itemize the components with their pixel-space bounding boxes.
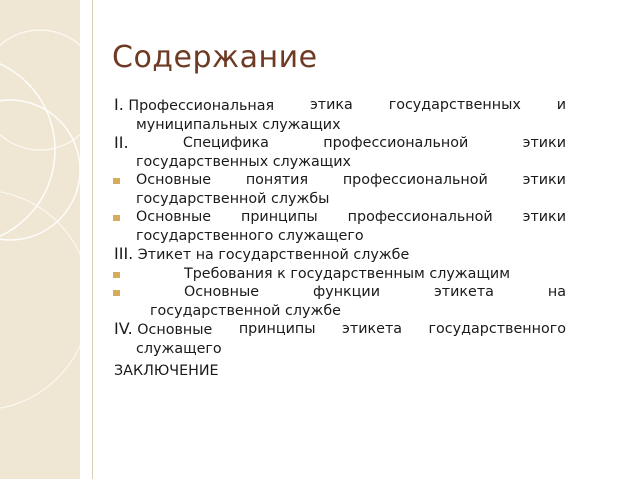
- list-item-continuation: муниципальных служащих: [136, 116, 341, 133]
- list-item: Основные понятия профессиональной этики государственной службы: [114, 171, 566, 208]
- list-item: IV. Основные принципы этикета государственного служащего: [114, 319, 566, 357]
- list-item-continuation: государственной службе: [150, 302, 341, 319]
- list-item-continuation: государственного служащего: [136, 227, 364, 244]
- decorative-band: [0, 0, 80, 479]
- list-item: Основные принципы профессиональной этики государственного служащего: [114, 208, 566, 245]
- list-item-continuation: государственной службы: [136, 190, 330, 207]
- list-item: Основные функции этикета на государственной службе: [114, 283, 566, 320]
- bullet-icon: [113, 272, 120, 278]
- list-item-continuation: государственных служащих: [136, 153, 352, 170]
- list-item: ЗАКЛЮЧЕНИЕ: [114, 363, 219, 379]
- list-item: I. Профессиональная этика государственных и муниципальных служащих: [114, 95, 566, 133]
- vertical-divider: [92, 0, 93, 479]
- bullet-icon: [113, 215, 120, 221]
- slide-title: Содержание: [112, 40, 318, 75]
- list-item: II. Специфика профессиональной этики государственных служащих: [114, 133, 566, 170]
- slide-content: [114, 96, 566, 381]
- bullet-icon: [113, 178, 120, 184]
- bullet-icon: [113, 290, 120, 296]
- list-item: Требования к государственным служащим: [114, 265, 566, 284]
- list-item: III. Этикет на государственной службе: [114, 244, 410, 263]
- decorative-circles: [0, 0, 80, 479]
- list-item-continuation: служащего: [136, 340, 222, 357]
